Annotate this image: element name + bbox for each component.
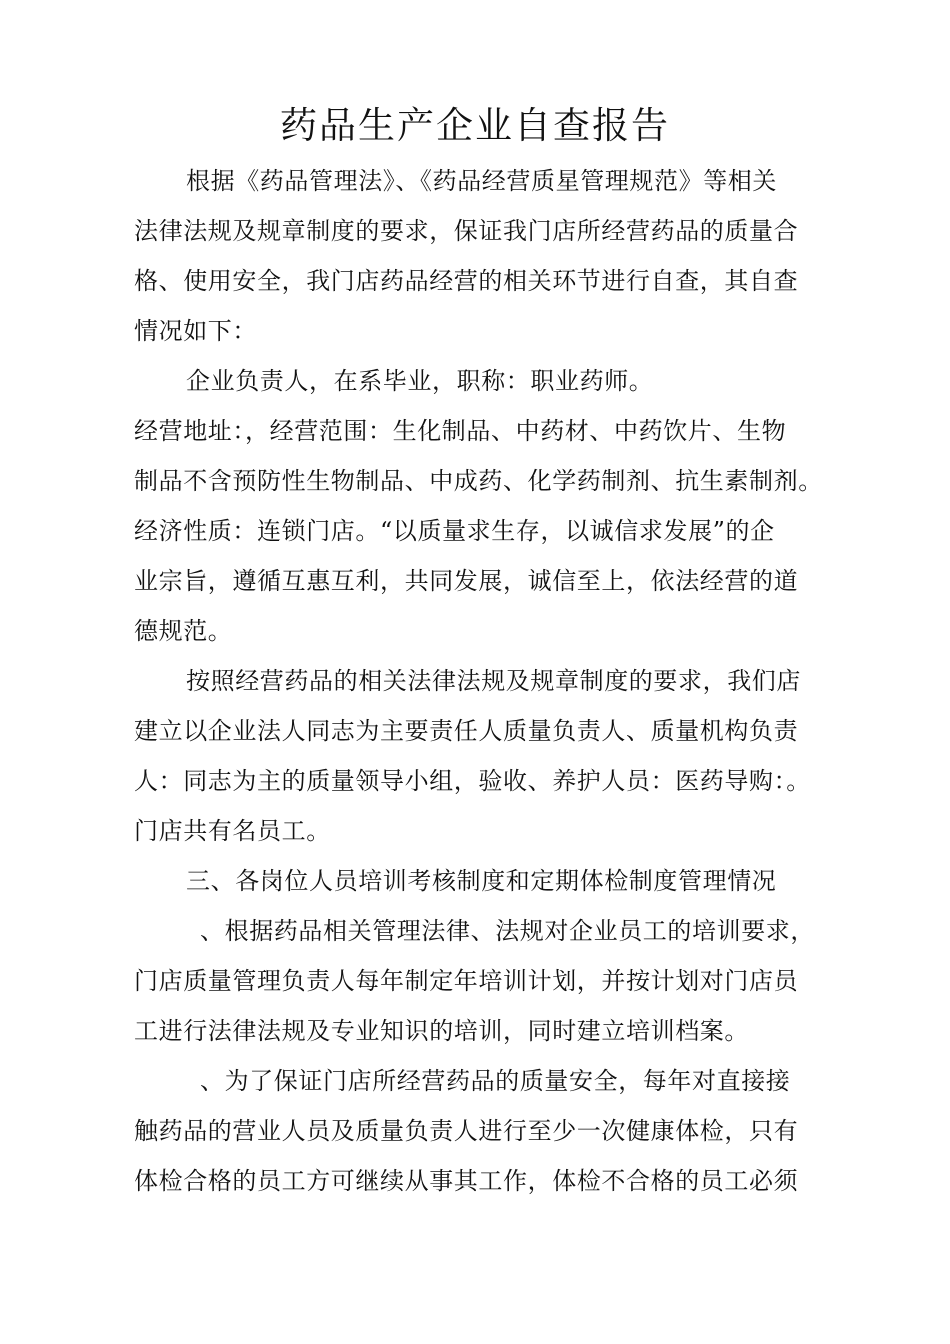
body-line: 格、使用安全，我门店药品经营的相关环节进行自查，其自查 [134, 267, 799, 295]
body-line: 门店质量管理负责人每年制定年培训计划，并按计划对门店员 [134, 967, 799, 995]
body-line: 、为了保证门店所经营药品的质量安全，每年对直接接 [200, 1067, 791, 1095]
body-line: 制品不含预防性生物制品、中成药、化学药制剂、抗生素制剂。 [134, 467, 823, 495]
section-heading: 三、各岗位人员培训考核制度和定期体检制度管理情况 [186, 867, 777, 895]
body-line: 、根据药品相关管理法律、法规对企业员工的培训要求， [200, 917, 815, 945]
body-line: 触药品的营业人员及质量负责人进行至少一次健康体检，只有 [134, 1117, 799, 1145]
body-line: 根据《药品管理法》、《药品经营质星管理规范》等相关 [186, 167, 777, 195]
body-line: 法律法规及规章制度的要求，保证我门店所经营药品的质量合 [134, 217, 799, 245]
body-line: 经营地址：，经营范围：生化制品、中药材、中药饮片、生物 [134, 417, 787, 445]
body-line: 建立以企业法人同志为主要责任人质量负责人、质量机构负责 [134, 717, 799, 745]
body-line: 人：同志为主的质量领导小组，验收、养护人员：医药导购：。 [134, 767, 811, 795]
body-line: 经济性质：连锁门店。“以质量求生存，以诚信求发展”的企 [134, 517, 775, 545]
body-line: 工进行法律法规及专业知识的培训，同时建立培训档案。 [134, 1017, 749, 1045]
body-line: 按照经营药品的相关法律法规及规章制度的要求，我们店 [186, 667, 801, 695]
body-line: 德规范。 [134, 617, 233, 645]
body-line: 门店共有名员工。 [134, 817, 331, 845]
document-title: 药品生产企业自查报告 [280, 104, 670, 147]
body-line: 体检合格的员工方可继续从事其工作，体检不合格的员工必须 [134, 1167, 799, 1195]
body-line: 业宗旨，遵循互惠互利，共同发展，诚信至上，依法经营的道 [134, 567, 799, 595]
body-line: 企业负责人，在系毕业，职称：职业药师。 [186, 367, 654, 395]
body-line: 情况如下： [134, 317, 257, 345]
